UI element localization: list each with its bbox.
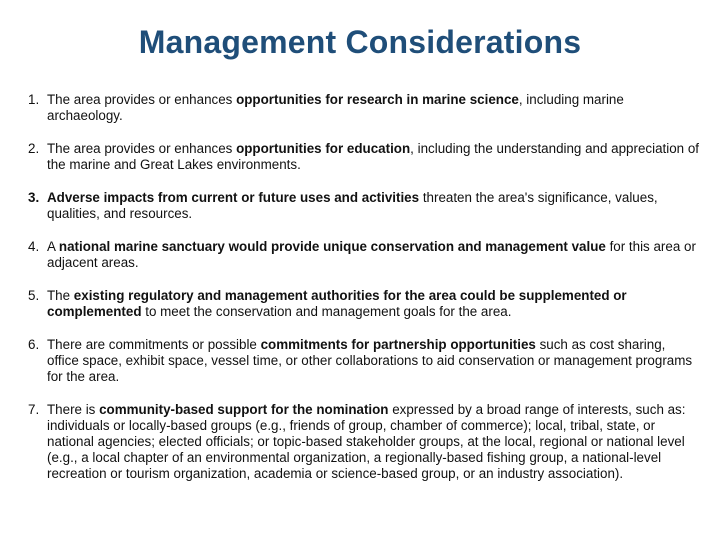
- item-number: 3.: [28, 190, 40, 205]
- item-text: [47, 288, 627, 319]
- text-segment: for this area or adjacent areas.: [47, 239, 696, 270]
- item-text: [47, 190, 658, 221]
- text-segment: A: [47, 239, 59, 254]
- text-segment-bold: community-based support for the nomination: [99, 402, 389, 417]
- list-item: [28, 337, 700, 385]
- text-segment: , including the understanding and appreciation of the marine and Great Lakes environments.: [47, 141, 700, 172]
- text-segment: threaten the area's significance, values, qualities, and resources.: [47, 190, 658, 221]
- text-segment-bold: commitments for partnership opportunities: [260, 337, 536, 352]
- item-number: 1.: [28, 92, 40, 107]
- item-number: 7.: [28, 402, 40, 417]
- text-segment: There is: [47, 402, 100, 417]
- text-segment-bold: existing regulatory and management authorities for the area could be supplemented or complemented: [47, 288, 627, 319]
- text-segment: , including marine archaeology.: [47, 92, 624, 123]
- item-text: [47, 402, 685, 481]
- text-segment: The area provides or enhances: [47, 92, 237, 107]
- text-segment-bold: opportunities for education: [236, 141, 411, 156]
- list-item: [28, 288, 700, 320]
- text-segment-bold: national marine sanctuary would provide unique conservation and management value: [58, 239, 606, 254]
- item-number: 5.: [28, 288, 40, 303]
- text-segment: to meet the conservation and management goals for the area.: [141, 304, 512, 319]
- text-segment: such as cost sharing, office space, exhibit space, vessel time, or other collaborations to aid conservation or management programs for the area.: [47, 337, 693, 384]
- list-item: [28, 402, 700, 482]
- considerations-list: [28, 92, 700, 499]
- list-item: [28, 239, 700, 271]
- item-text: [47, 141, 699, 172]
- item-number: 4.: [28, 239, 40, 254]
- text-segment: The: [47, 288, 74, 303]
- item-text: [47, 92, 624, 123]
- text-segment-bold: opportunities for research in marine science: [236, 92, 519, 107]
- item-number: 6.: [28, 337, 40, 352]
- list-item: [28, 141, 700, 173]
- list-item: [28, 92, 700, 124]
- list-item: [28, 190, 700, 222]
- item-text: [47, 337, 692, 384]
- text-segment: There are commitments or possible: [47, 337, 261, 352]
- item-text: [47, 239, 696, 270]
- text-segment: The area provides or enhances: [47, 141, 237, 156]
- page-title: Management Considerations: [138, 24, 582, 60]
- text-segment-bold: Adverse impacts from current or future uses and activities: [47, 190, 420, 205]
- text-segment: expressed by a broad range of interests, such as: individuals or locally-based groups (e.g., friends of group, chamber of commerce); local, tribal, state, or national agencies; elected officials; or topic-based stakeholder groups, at the local, regional or national level (e.g., a local chapter of an environmental organization, a regionally-based fishing group, a national-level recreation or tourism organization, academia or science-based group, or an industry association).: [47, 402, 686, 481]
- item-number: 2.: [28, 141, 40, 156]
